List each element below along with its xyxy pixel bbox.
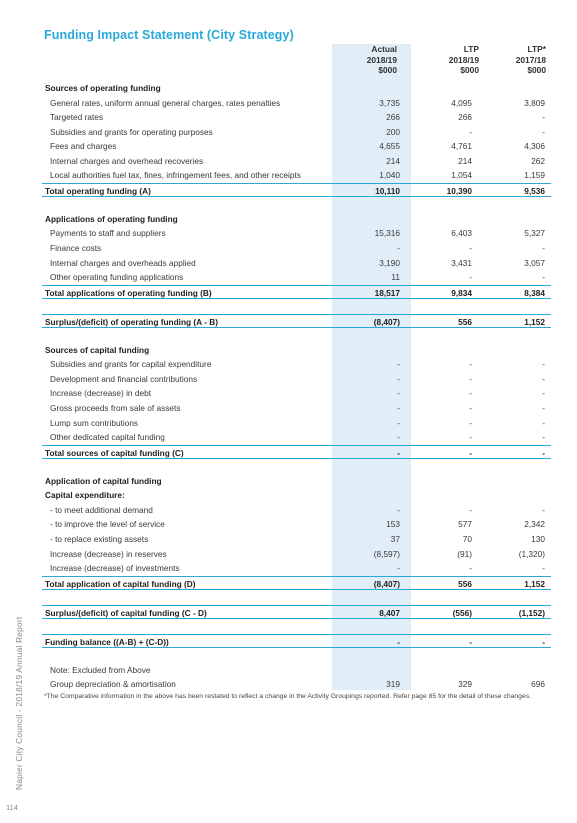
value-ltp-2018: - [469,359,472,370]
value-ltp-2018: 214 [458,155,472,166]
total-row [42,183,551,198]
value-actual: 37 [390,533,400,544]
row-label: Internal charges and overheads applied [50,257,196,268]
total-row [42,605,551,620]
table-row [42,110,551,125]
section-heading [42,81,551,96]
header-line: 2018/19 [448,54,479,65]
value-ltp-2018: - [469,563,472,574]
value-actual: - [397,636,400,647]
page-number: 114 [6,803,18,812]
column-header-ltp-2017 [476,44,546,76]
value-ltp-2018: - [469,272,472,283]
value-ltp-2017: - [542,112,545,123]
table-spacer [42,299,551,314]
table-spacer [42,197,551,212]
value-actual: - [397,403,400,414]
table-row [42,416,551,431]
table-spacer [42,328,551,343]
row-label: - to replace existing assets [50,533,149,544]
table-row [42,241,551,256]
value-actual: - [397,373,400,384]
table-row [42,677,551,692]
header-line: Actual [371,44,397,54]
value-ltp-2018: 3,431 [451,257,472,268]
value-actual: 11 [391,272,400,283]
section-heading [42,488,551,503]
value-ltp-2018: - [469,447,472,458]
value-ltp-2017: 3,057 [524,257,545,268]
value-actual: (8,597) [373,548,400,559]
row-label: Total sources of capital funding (C) [45,447,184,458]
value-ltp-2018: 4,761 [451,141,472,152]
row-label: Local authorities fuel tax, fines, infringement fees, and other receipts [50,170,301,181]
value-ltp-2017: - [542,563,545,574]
value-ltp-2017: (1,320) [518,548,545,559]
value-ltp-2018: (556) [452,607,472,618]
row-label: Gross proceeds from sale of assets [50,403,181,414]
table-row [42,357,551,372]
row-label: Fees and charges [50,141,117,152]
value-ltp-2018: 577 [458,519,472,530]
value-ltp-2017: 9,536 [524,185,545,196]
value-actual: 319 [386,679,400,690]
value-actual: 3,735 [379,97,400,108]
value-ltp-2018: 70 [462,533,472,544]
total-row [42,285,551,300]
value-ltp-2017: - [542,272,545,283]
table-row [42,386,551,401]
value-ltp-2018: 329 [458,679,472,690]
value-ltp-2018: - [469,417,472,428]
report-side-label: Napier City Council - 2018/19 Annual Report [14,616,24,790]
section-heading [42,474,551,489]
value-ltp-2018: - [469,126,472,137]
value-ltp-2017: 8,384 [524,287,545,298]
value-actual: - [397,359,400,370]
row-label: Total applications of operating funding (B) [45,287,212,298]
total-row [42,445,551,460]
table-row [42,96,551,111]
table-row [42,139,551,154]
row-label: Increase (decrease) of investments [50,563,180,574]
header-line: LTP* [527,44,546,54]
row-label: Total application of capital funding (D) [45,578,196,589]
header-line: $000 [527,65,546,75]
table-row [42,532,551,547]
table-spacer [42,648,551,663]
value-ltp-2017: 1,152 [524,316,545,327]
value-actual: 8,407 [379,607,400,618]
table-row [42,663,551,678]
row-label: Applications of operating funding [45,213,178,224]
value-ltp-2018: (91) [457,548,472,559]
column-headers [42,44,551,81]
row-label: Surplus/(deficit) of capital funding (C - D) [45,607,207,618]
value-actual: (8,407) [373,578,400,589]
row-label: Capital expenditure: [45,490,125,501]
row-label: Funding balance ((A-B) + (C-D)) [45,636,169,647]
header-line: 2017/18 [515,54,546,65]
value-ltp-2017: 130 [531,533,545,544]
table-row [42,372,551,387]
table-row [42,503,551,518]
value-ltp-2018: 4,095 [451,97,472,108]
header-line: $000 [460,65,479,75]
row-label: Sources of capital funding [45,344,150,355]
value-ltp-2018: 266 [458,112,472,123]
value-ltp-2017: 5,327 [524,228,545,239]
value-ltp-2017: - [542,243,545,254]
page-title: Funding Impact Statement (City Strategy) [44,28,294,42]
value-ltp-2018: - [469,388,472,399]
value-actual: - [397,563,400,574]
value-ltp-2018: - [469,432,472,443]
value-ltp-2017: - [542,359,545,370]
value-ltp-2017: 262 [531,155,545,166]
table-spacer [42,459,551,474]
value-actual: - [397,388,400,399]
row-label: Finance costs [50,243,102,254]
table-row [42,430,551,445]
value-ltp-2017: - [542,403,545,414]
row-label: Other dedicated capital funding [50,432,165,443]
table-row [42,517,551,532]
value-ltp-2017: - [542,388,545,399]
row-label: Increase (decrease) in debt [50,388,152,399]
value-ltp-2018: 556 [458,578,472,589]
value-ltp-2017: 3,809 [524,97,545,108]
column-header-ltp-2018 [409,44,479,76]
table-row [42,547,551,562]
table-row [42,270,551,285]
value-actual: 266 [386,112,400,123]
value-ltp-2017: (1,152) [518,607,545,618]
table-row [42,154,551,169]
value-ltp-2017: 696 [531,679,545,690]
value-ltp-2017: 1,159 [524,170,545,181]
value-actual: - [397,243,400,254]
row-label: Targeted rates [50,112,104,123]
header-line: 2018/19 [366,54,397,65]
column-header-actual [327,44,397,76]
section-heading [42,212,551,227]
row-label: Subsidies and grants for operating purposes [50,126,213,137]
table-body [42,81,551,692]
value-ltp-2017: - [542,126,545,137]
value-actual: 153 [386,519,400,530]
row-label: Payments to staff and suppliers [50,228,166,239]
value-actual: 200 [386,126,400,137]
row-label: Subsidies and grants for capital expenditure [50,359,212,370]
total-row [42,576,551,591]
value-ltp-2017: - [542,447,545,458]
value-ltp-2017: - [542,432,545,443]
value-ltp-2018: - [469,373,472,384]
value-actual: 4,655 [379,141,400,152]
table-spacer [42,619,551,634]
value-ltp-2018: 556 [458,316,472,327]
value-actual: - [397,447,400,458]
row-label: - to meet additional demand [50,504,153,515]
table-row [42,256,551,271]
value-ltp-2018: - [469,504,472,515]
row-label: General rates, uniform annual general charges, rates penalties [50,97,281,108]
value-ltp-2018: - [469,403,472,414]
value-ltp-2017: 4,306 [524,141,545,152]
value-actual: - [397,504,400,515]
row-label: Application of capital funding [45,475,162,486]
row-label: Development and financial contributions [50,373,198,384]
total-row [42,634,551,649]
funding-impact-table [42,44,551,692]
row-label: Internal charges and overhead recoveries [50,155,204,166]
value-ltp-2018: 1,054 [451,170,472,181]
value-ltp-2017: - [542,636,545,647]
value-ltp-2018: - [469,243,472,254]
header-line: LTP [463,44,479,54]
value-ltp-2017: - [542,373,545,384]
row-label: Lump sum contributions [50,417,139,428]
value-ltp-2018: - [469,636,472,647]
value-ltp-2017: 2,342 [524,519,545,530]
table-row [42,168,551,183]
section-heading [42,343,551,358]
total-row [42,314,551,329]
value-ltp-2018: 9,834 [451,287,472,298]
table-spacer [42,590,551,605]
table-row [42,401,551,416]
value-actual: 214 [386,155,400,166]
value-ltp-2018: 10,390 [446,185,472,196]
value-actual: 3,190 [379,257,400,268]
row-label: Surplus/(deficit) of operating funding (A - B) [45,316,218,327]
header-line: $000 [378,65,397,75]
value-ltp-2017: - [542,504,545,515]
value-ltp-2018: 6,403 [451,228,472,239]
value-actual: (8,407) [373,316,400,327]
table-row [42,125,551,140]
value-actual: 18,517 [374,287,400,298]
table-row [42,226,551,241]
value-actual: - [397,417,400,428]
row-label: - to improve the level of service [50,519,165,530]
row-label: Other operating funding applications [50,272,184,283]
table-row [42,561,551,576]
value-actual: 1,040 [379,170,400,181]
value-ltp-2017: 1,152 [524,578,545,589]
value-actual: 10,110 [375,185,400,196]
row-label: Increase (decrease) in reserves [50,548,167,559]
row-label: Sources of operating funding [45,83,161,93]
value-actual: 15,316 [374,228,400,239]
footnote: *The Comparative information in the above has been restated to reflect a change in the Activity Groupings reported. Refer page 85 for the detail of these changes. [44,693,532,700]
row-label: Total operating funding (A) [45,185,151,196]
value-actual: - [397,432,400,443]
row-label: Group depreciation & amortisation [50,679,176,690]
value-ltp-2017: - [542,417,545,428]
row-label: Note: Excluded from Above [50,664,151,675]
